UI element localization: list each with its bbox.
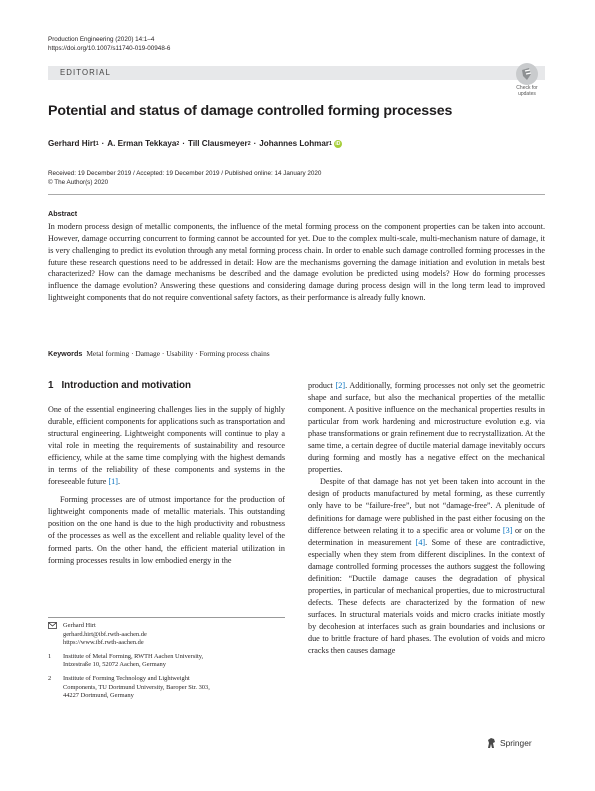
corresponding-email[interactable]: gerhard.hirt@ibf.rwth-aachen.de bbox=[63, 630, 147, 638]
corresponding-name: Gerhard Hirt bbox=[63, 622, 96, 629]
paper-title: Potential and status of damage controlled forming processes bbox=[48, 103, 453, 119]
author-name[interactable]: A. Erman Tekkaya bbox=[107, 139, 177, 148]
publisher-name: Springer bbox=[500, 738, 532, 748]
affiliation-line: 44227 Dortmund, Germany bbox=[63, 692, 134, 700]
author-name[interactable]: Johannes Lohmar bbox=[259, 139, 330, 148]
author-affiliation-mark: 1 bbox=[95, 140, 99, 147]
affiliation-line: Institute of Metal Forming, RWTH Aachen University, bbox=[63, 652, 204, 660]
abstract-heading: Abstract bbox=[48, 209, 78, 218]
author-separator: · bbox=[182, 139, 186, 148]
copyright-line: © The Author(s) 2020 bbox=[48, 178, 109, 186]
springer-horse-icon bbox=[486, 737, 497, 749]
citation-link[interactable]: [2] bbox=[335, 381, 346, 390]
check-updates-icon bbox=[516, 63, 538, 85]
author-name[interactable]: Gerhard Hirt bbox=[48, 139, 96, 148]
affiliation-number: 2 bbox=[48, 674, 52, 682]
author-list bbox=[48, 139, 342, 148]
affiliation-line: Intzestraße 10, 52072 Aachen, Germany bbox=[63, 661, 166, 669]
author-affiliation-mark: 2 bbox=[176, 140, 180, 147]
section-number: 1 bbox=[48, 380, 54, 391]
affiliation-1 bbox=[48, 653, 285, 670]
author-separator: · bbox=[253, 139, 257, 148]
author-name[interactable]: Till Clausmeyer bbox=[188, 139, 248, 148]
journal-header bbox=[48, 36, 170, 53]
keywords-text: Metal forming · Damage · Usability · Forming process chains bbox=[86, 349, 270, 358]
paragraph: One of the essential engineering challenges lies in the supply of highly durable, efficient components for applications such as transportation and structural engineering. Lightweight components will continue to play a vital role in meeting the requirements of sustainability and resource efficiency, while at the same time complying with the highest demands in terms of the reliability of these components and systems in the foreseeable future [1]. bbox=[48, 405, 285, 487]
badge-line2: updates bbox=[518, 90, 536, 97]
author-affiliation-mark: 1 bbox=[329, 140, 332, 147]
paragraph: Forming processes are of utmost importance for the production of lightweight components made of metallic materials. This outstanding position on the one hand is due to the high productivity and robustness of the processes as well as the excellent and reliable quality level of the formed parts. On the other hand, the efficient material utilization in forming processes results in low embodied energy in the bbox=[48, 495, 285, 565]
journal-citation: Production Engineering (2020) 14:1–4 bbox=[48, 36, 155, 43]
abstract-text: In modern process design of metallic components, the influence of the metal forming process on the component properties can be taken into account. However, damage occurring concurrent to forming cannot be accounted for yet. Due to the complex multi-scale, multi-mechanism nature of damage, it is very challenging to predict its evolution through any metal forming process chain. In order to enable such damage controlled forming processes in the future these research questions need to be addressed in detail: How are the mechanisms governing the damage initiation and evolution in metals best characterized? How can the damage mechanisms be described and the damage evolution be predicted using models? How do forming processes influence the damage evolution? Answering these questions and considering damage during process design will in the long term lead to improved lightweight components that do not require conventional safety factors, as their performance is already fully known. bbox=[48, 222, 545, 303]
corresponding-author bbox=[48, 622, 285, 648]
affiliation-line: Institute of Forming Technology and Lightweight bbox=[63, 674, 190, 682]
publisher-logo bbox=[486, 737, 532, 749]
keywords-label: Keywords bbox=[48, 349, 83, 358]
citation-link[interactable]: [3] bbox=[502, 525, 513, 535]
section-label: EDITORIAL bbox=[60, 68, 111, 77]
footnotes bbox=[48, 622, 285, 706]
dates-line: Received: 19 December 2019 / Accepted: 19 December 2019 / Published online: 14 January 2020 bbox=[48, 170, 322, 177]
author-separator: · bbox=[101, 139, 105, 148]
section-title: Introduction and motivation bbox=[61, 380, 191, 391]
body-column-right bbox=[308, 380, 545, 657]
affiliation-number: 1 bbox=[48, 652, 52, 660]
publication-dates bbox=[48, 170, 321, 187]
citation-link[interactable]: [1] bbox=[108, 477, 118, 487]
badge-line1: Check for bbox=[516, 85, 538, 91]
footnote-divider bbox=[48, 617, 285, 618]
citation-link[interactable]: [4] bbox=[415, 537, 426, 547]
author-affiliation-mark: 2 bbox=[247, 140, 251, 147]
paragraph: Despite of that damage has not yet been taken into account in the design of products manufactured by metal forming, as these currently only have to be “failure-free”, but not “damage-free”. A plenitude of definitions for damage were published in the past either focusing on the difference between relating it to a specific area or volume [3] or on the determination in measurement [4]. Some of these are contradictive, especially when they stem from different disciplines. In the context of damage controlled forming processes the authors suggest the following definition: “Ductile damage causes the degradation of physical properties, in particular of mechanical properties, due to microstructural defects. These defects are characterized by the formation of new surfaces. In structural materials voids and micro cracks initiate mostly by decohesion at interfaces such as grain boundaries and inclusions or due to brittle fracture of hard phases. The evolution of voids and micro cracks then causes damage bbox=[308, 477, 545, 656]
section-heading bbox=[48, 380, 191, 391]
section-label-bar bbox=[48, 66, 545, 80]
divider bbox=[48, 194, 545, 195]
envelope-icon bbox=[48, 622, 63, 648]
paragraph: product [2]. Additionally, forming processes not only set the geometric shape and surface, but also the mechanical properties of the metallic component. A positive influence on the mechanical properties results in particular from work hardening and microstructure evolution e.g. via phase transformations or grain refinement due to recrystallization. At the same time, a certain degree of ductile material damage inevitably occurs during forming and mostly has a negative effect on the mechanical properties. bbox=[308, 381, 545, 475]
affiliation-2 bbox=[48, 675, 285, 701]
journal-doi[interactable]: https://doi.org/10.1007/s11740-019-00948-6 bbox=[48, 44, 171, 52]
corresponding-url[interactable]: https://www.ibf.rwth-aachen.de bbox=[63, 639, 144, 647]
check-for-updates-badge[interactable] bbox=[511, 63, 543, 97]
keywords bbox=[48, 349, 270, 358]
orcid-icon[interactable]: iD bbox=[335, 140, 341, 147]
affiliation-line: Components, TU Dortmund University, Baroper Str. 303, bbox=[63, 683, 210, 691]
body-column-left bbox=[48, 404, 285, 567]
